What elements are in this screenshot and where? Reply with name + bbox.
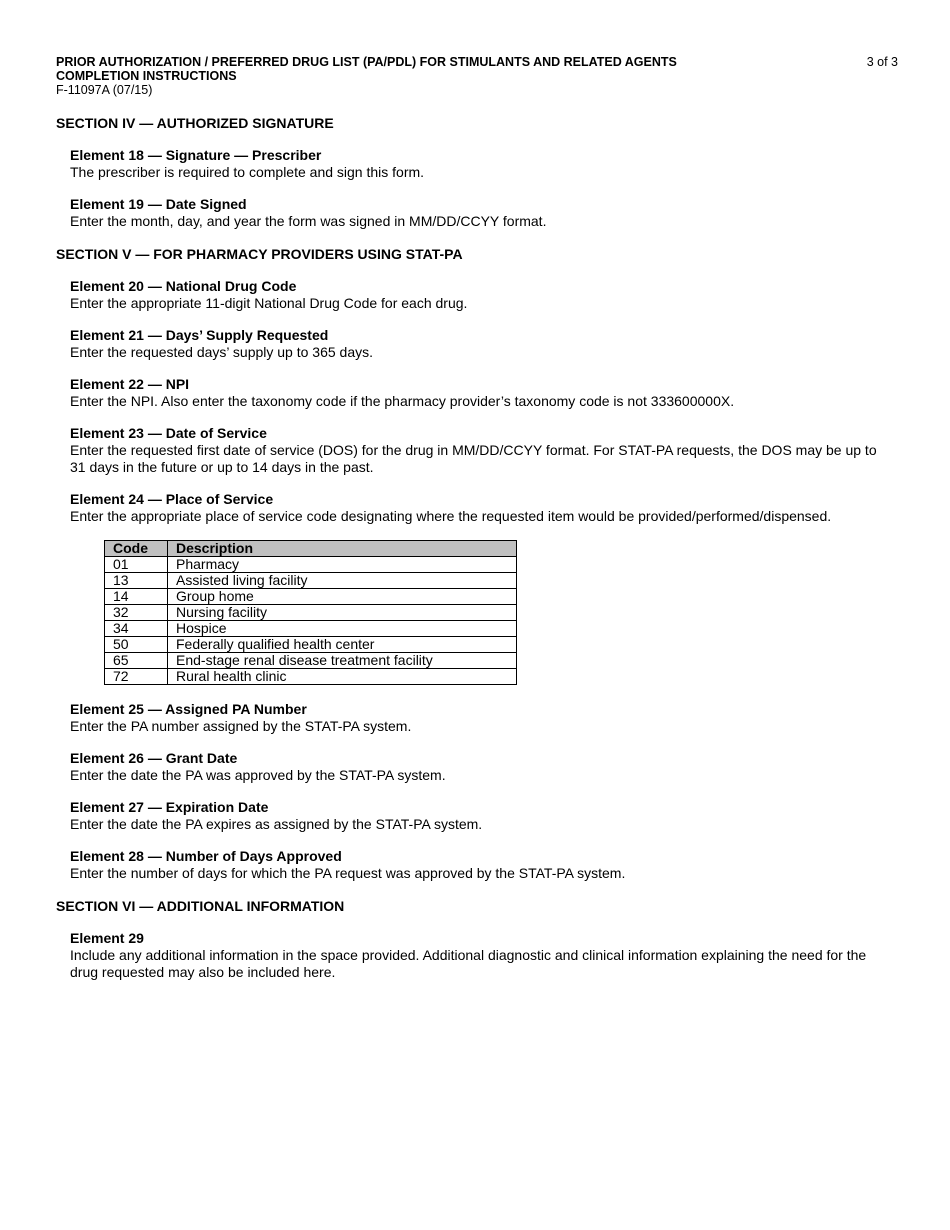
- cell-code: 34: [105, 621, 168, 637]
- cell-description: End-stage renal disease treatment facility: [168, 653, 517, 669]
- table-row: [105, 557, 517, 573]
- form-number: F-11097A (07/15): [56, 83, 153, 97]
- table-header-row: [105, 541, 517, 557]
- cell-description: Federally qualified health center: [168, 637, 517, 653]
- cell-code: 01: [105, 557, 168, 573]
- element-title: Element 24 — Place of Service: [70, 491, 274, 507]
- column-header-code: Code: [105, 541, 168, 557]
- place-of-service-table: [104, 540, 517, 685]
- element-27: [70, 799, 896, 833]
- page-indicator: 3 of 3: [866, 55, 898, 69]
- element-22: [70, 376, 896, 410]
- cell-code: 13: [105, 573, 168, 589]
- table-row: [105, 653, 517, 669]
- cell-description: Group home: [168, 589, 517, 605]
- element-text: Include any additional information in the space provided. Additional diagnostic and clinical information explaining the need for the drug requested may also be included here.: [70, 947, 867, 980]
- cell-description: Rural health clinic: [168, 669, 517, 685]
- header-title-line2: COMPLETION INSTRUCTIONS: [56, 69, 237, 83]
- section-vi-title: SECTION VI — ADDITIONAL INFORMATION: [56, 898, 345, 914]
- element-title: Element 28 — Number of Days Approved: [70, 848, 342, 864]
- element-text: Enter the month, day, and year the form was signed in MM/DD/CCYY format.: [70, 213, 547, 229]
- table-row: [105, 605, 517, 621]
- cell-description: Nursing facility: [168, 605, 517, 621]
- element-text: The prescriber is required to complete and sign this form.: [70, 164, 425, 180]
- cell-code: 50: [105, 637, 168, 653]
- table-row: [105, 637, 517, 653]
- element-title: Element 20 — National Drug Code: [70, 278, 297, 294]
- table-row: [105, 589, 517, 605]
- cell-description: Pharmacy: [168, 557, 517, 573]
- table-row: [105, 573, 517, 589]
- element-title: Element 27 — Expiration Date: [70, 799, 269, 815]
- cell-code: 32: [105, 605, 168, 621]
- header-row: [56, 55, 896, 69]
- element-24: [70, 491, 896, 525]
- element-title: Element 25 — Assigned PA Number: [70, 701, 307, 717]
- element-28: [70, 848, 896, 882]
- element-29: [70, 930, 896, 981]
- element-text: Enter the appropriate 11-digit National Drug Code for each drug.: [70, 295, 468, 311]
- cell-code: 72: [105, 669, 168, 685]
- header-title-line1: PRIOR AUTHORIZATION / PREFERRED DRUG LIST (PA/PDL) FOR STIMULANTS AND RELATED AGENTS: [56, 55, 677, 69]
- element-title: Element 21 — Days’ Supply Requested: [70, 327, 329, 343]
- element-title: Element 18 — Signature — Prescriber: [70, 147, 322, 163]
- element-title: Element 26 — Grant Date: [70, 750, 238, 766]
- element-26: [70, 750, 896, 784]
- table-row: [105, 669, 517, 685]
- document-page: [56, 55, 896, 981]
- table-row: [105, 621, 517, 637]
- element-text: Enter the NPI. Also enter the taxonomy code if the pharmacy provider’s taxonomy code is not 333600000X.: [70, 393, 735, 409]
- element-title: Element 23 — Date of Service: [70, 425, 267, 441]
- element-text: Enter the appropriate place of service code designating where the requested item would be provided/performed/dispensed.: [70, 508, 832, 524]
- element-text: Enter the date the PA was approved by the STAT-PA system.: [70, 767, 446, 783]
- element-title: Element 22 — NPI: [70, 376, 190, 392]
- element-20: [70, 278, 896, 312]
- element-25: [70, 701, 896, 735]
- page-header: [56, 55, 896, 98]
- cell-code: 14: [105, 589, 168, 605]
- element-23: [70, 425, 896, 476]
- cell-code: 65: [105, 653, 168, 669]
- cell-description: Hospice: [168, 621, 517, 637]
- section-v-title: SECTION V — FOR PHARMACY PROVIDERS USING STAT-PA: [56, 246, 463, 262]
- element-title: Element 29: [70, 930, 144, 946]
- element-title: Element 19 — Date Signed: [70, 196, 247, 212]
- element-text: Enter the requested days’ supply up to 365 days.: [70, 344, 374, 360]
- section-iv-title: SECTION IV — AUTHORIZED SIGNATURE: [56, 115, 334, 131]
- element-text: Enter the requested first date of service (DOS) for the drug in MM/DD/CCYY format. For STAT-PA requests, the DOS may be up to 31 days in the future or up to 14 days in the past.: [70, 442, 877, 475]
- element-21: [70, 327, 896, 361]
- element-19: [70, 196, 896, 230]
- element-text: Enter the PA number assigned by the STAT-PA system.: [70, 718, 412, 734]
- element-text: Enter the date the PA expires as assigned by the STAT-PA system.: [70, 816, 483, 832]
- cell-description: Assisted living facility: [168, 573, 517, 589]
- column-header-description: Description: [168, 541, 517, 557]
- element-18: [70, 147, 896, 181]
- element-text: Enter the number of days for which the PA request was approved by the STAT-PA system.: [70, 865, 626, 881]
